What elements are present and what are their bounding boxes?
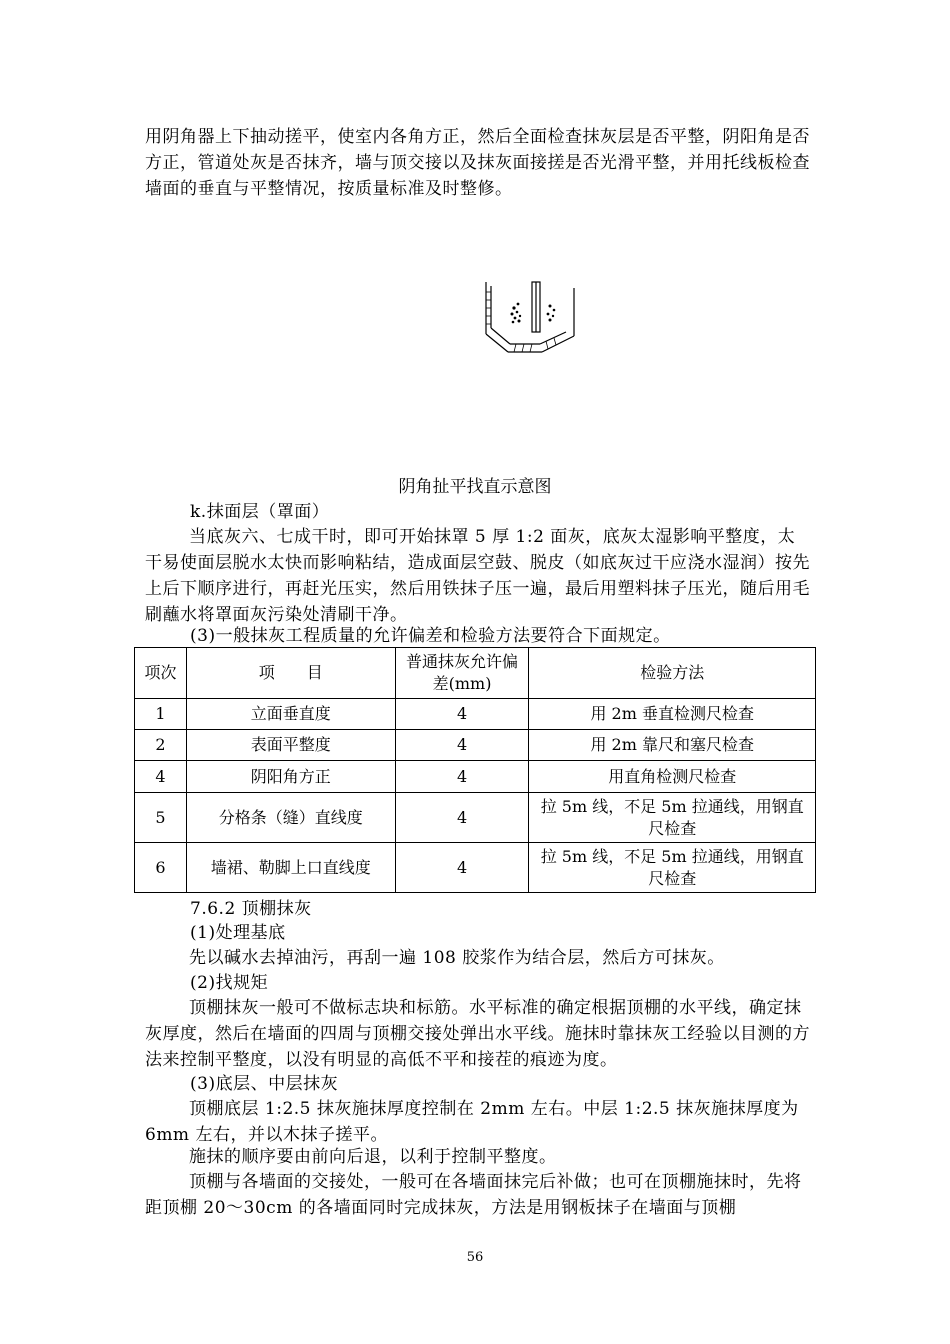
- s3-paragraph-1: 顶棚底层 1:2.5 抹灰施抹厚度控制在 2mm 左右。中层 1:2.5 抹灰施抹厚度为 6mm 左右，并以木抹子搓平。: [145, 1099, 799, 1145]
- table-header-row: [135, 648, 816, 699]
- cell-method: 用 2m 靠尺和塞尺检查: [529, 730, 816, 761]
- header-item: 项 目: [186, 648, 395, 699]
- header-method: 检验方法: [529, 648, 816, 699]
- cell-no: 2: [135, 730, 187, 761]
- cell-tolerance: 4: [395, 730, 529, 761]
- s2-paragraph: 顶棚抹灰一般可不做标志块和标筋。水平标准的确定根据顶棚的水平线，确定抹灰厚度，然后在墙面的四周与顶棚交接处弹出水平线。施抹时靠抹灰工经验以目测的方法来控制平整度，以没有明显的高低不平和接茬的痕迹为度。: [145, 998, 810, 1070]
- cell-item: 阴阳角方正: [186, 761, 395, 793]
- cell-method: 用 2m 垂直检测尺检查: [529, 699, 816, 730]
- corner-leveling-figure: [480, 278, 580, 360]
- section-7-6-2-heading: 7.6.2 顶棚抹灰: [190, 899, 312, 919]
- header-tolerance: 普通抹灰允许偏差(mm): [395, 648, 529, 699]
- cell-tolerance: 4: [395, 793, 529, 843]
- cell-tolerance: 4: [395, 699, 529, 730]
- cell-tolerance: 4: [395, 761, 529, 793]
- cell-no: 1: [135, 699, 187, 730]
- quality-table: [134, 647, 816, 893]
- s3-paragraph-2: 施抹的顺序要由前向后退，以利于控制平整度。: [189, 1147, 557, 1167]
- s3-paragraph-3: 顶棚与各墙面的交接处，一般可在各墙面抹完后补做；也可在顶棚施抹时，先将距顶棚 20～30cm 的各墙面同时完成抹灰，方法是用钢板抹子在墙面与顶棚: [145, 1172, 802, 1218]
- k-heading: k.抹面层（罩面）: [190, 502, 330, 522]
- k-paragraph: 当底灰六、七成干时，即可开始抹罩 5 厚 1:2 面灰，底灰太湿影响平整度，太干易使面层脱水太快而影响粘结，造成面层空鼓、脱皮（如底灰过干应浇水湿润）按先上后下顺序进行，再赶光压实，然后用铁抹子压一遍，最后用塑料抹子压光，随后用毛刷蘸水将罩面灰污染处清刷干净。: [145, 527, 810, 625]
- cell-item: 墙裙、勒脚上口直线度: [186, 843, 395, 893]
- cell-no: 6: [135, 843, 187, 893]
- cell-method: 拉 5m 线，不足 5m 拉通线，用钢直尺检查: [529, 793, 816, 843]
- cell-tolerance: 4: [395, 843, 529, 893]
- cell-item: 表面平整度: [186, 730, 395, 761]
- cell-no: 5: [135, 793, 187, 843]
- cell-no: 4: [135, 761, 187, 793]
- header-no: 项次: [135, 648, 187, 699]
- paragraph-top: 用阴角器上下抽动搓平，使室内各角方正，然后全面检查抹灰层是否平整，阴阳角是否方正，管道处灰是否抹齐，墙与顶交接以及抹灰面接搓是否光滑平整，并用托线板检查墙面的垂直与平整情况，按质量标准及时整修。: [145, 127, 810, 199]
- table-row: [135, 761, 816, 793]
- s1-paragraph: 先以碱水去掉油污，再刮一遍 108 胶浆作为结合层，然后方可抹灰。: [189, 948, 725, 968]
- s2-heading: (2)找规矩: [190, 973, 269, 993]
- figure-caption: 阴角扯平找直示意图: [398, 477, 552, 497]
- table-row: [135, 730, 816, 761]
- cell-method: 用直角检测尺检查: [529, 761, 816, 793]
- table-row: [135, 793, 816, 843]
- s3-heading: (3)底层、中层抹灰: [190, 1074, 339, 1094]
- table-row: [135, 843, 816, 893]
- cell-item: 立面垂直度: [186, 699, 395, 730]
- table-row: [135, 699, 816, 730]
- page-number: 56: [466, 1250, 484, 1265]
- item3-heading: (3)一般抹灰工程质量的允许偏差和检验方法要符合下面规定。: [190, 626, 671, 646]
- cell-method: 拉 5m 线，不足 5m 拉通线，用钢直尺检查: [529, 843, 816, 893]
- s1-heading: (1)处理基底: [190, 923, 286, 943]
- cell-item: 分格条（缝）直线度: [186, 793, 395, 843]
